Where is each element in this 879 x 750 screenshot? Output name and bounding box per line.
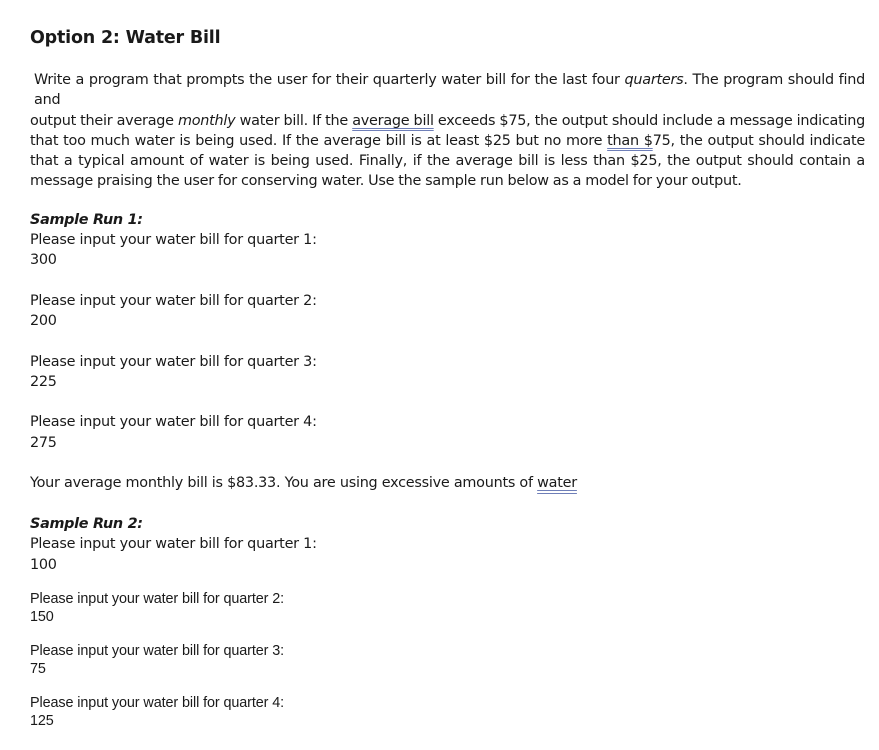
grammar-flagged-text: than $ xyxy=(607,132,653,149)
input-value: 300 xyxy=(30,252,57,269)
text-run: output their average xyxy=(30,112,178,129)
text-run: 75, the output should indicate xyxy=(652,132,865,149)
result-output xyxy=(30,473,865,493)
sample-run-label: Sample Run 2: xyxy=(30,515,143,532)
input-prompt: Please input your water bill for quarter 1: xyxy=(30,535,317,552)
input-prompt: Please input your water bill for quarter 2: xyxy=(30,591,285,608)
input-prompt: Please input your water bill for quarter 3: xyxy=(30,643,285,660)
sample-run-2 xyxy=(30,514,865,731)
assignment-description xyxy=(30,70,865,192)
input-prompt: Please input your water bill for quarter 1: xyxy=(30,231,317,248)
description-line: message praising the user for conserving water. Use the sample run below as a model for your output. xyxy=(30,173,742,190)
page-title: Option 2: Water Bill xyxy=(30,28,221,48)
input-value: 200 xyxy=(30,312,57,329)
input-prompt: Please input your water bill for quarter 2: xyxy=(30,292,317,309)
input-value: 75 xyxy=(30,660,46,677)
text-run: Your average monthly bill is $83.33. You are using excessive amounts of xyxy=(30,475,538,492)
description-line xyxy=(30,131,865,151)
input-value: 150 xyxy=(30,608,54,625)
description-line: that a typical amount of water is being used. Finally, if the average bill is less than $25, the output should contain a xyxy=(30,153,865,170)
input-prompt: Please input your water bill for quarter 4: xyxy=(30,695,285,712)
text-run: Write a program that prompts the user for their quarterly water bill for the last four xyxy=(34,72,625,88)
grammar-flagged-text: water xyxy=(537,475,577,492)
input-prompt: Please input your water bill for quarter 4: xyxy=(30,414,317,431)
input-value: 275 xyxy=(30,434,57,451)
text-run: exceeds $75, the output should include a message indicating xyxy=(433,112,865,129)
emphasis-text: monthly xyxy=(177,112,236,129)
input-value: 125 xyxy=(30,712,54,729)
text-run: . The program should find and xyxy=(34,72,865,109)
document-page xyxy=(30,28,865,730)
description-line xyxy=(30,111,865,131)
grammar-flagged-text: average bill xyxy=(352,112,434,129)
sample-run-1 xyxy=(30,210,865,494)
input-prompt: Please input your water bill for quarter 3: xyxy=(30,353,317,370)
text-run: water bill. If the xyxy=(235,112,353,129)
sample-run-label: Sample Run 1: xyxy=(30,211,143,228)
input-value: 225 xyxy=(30,373,57,390)
text-run: that too much water is being used. If the average bill is at least $25 but no more xyxy=(30,132,608,149)
input-value: 100 xyxy=(30,556,57,573)
emphasis-text: quarters xyxy=(624,72,684,88)
description-line xyxy=(30,70,865,111)
